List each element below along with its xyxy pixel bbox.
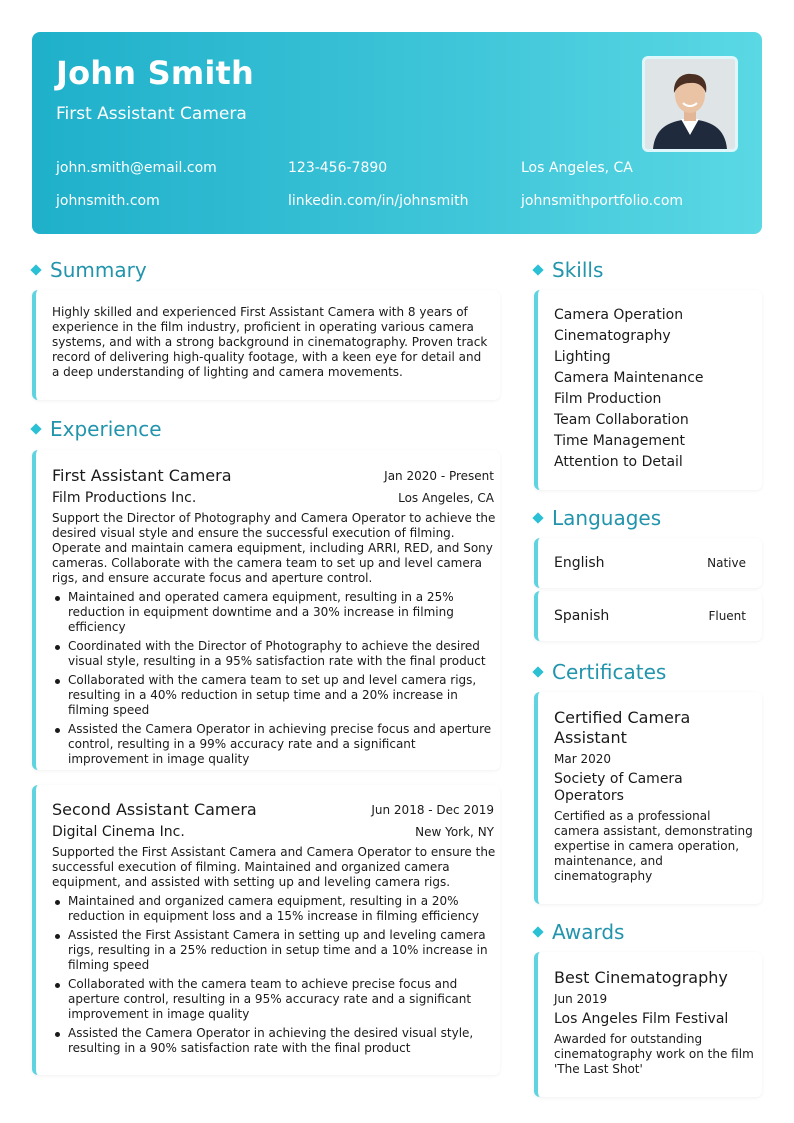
- list-item: Time Management: [554, 433, 685, 449]
- awards-heading: Awards: [533, 920, 624, 944]
- skills-heading: Skills: [533, 258, 603, 282]
- job-achievements: [52, 894, 498, 1060]
- list-item: Assisted the Camera Operator in achieving the desired visual style, resulting in a 90% satisfaction rate with the final product: [52, 1026, 498, 1056]
- profile-photo-image: [645, 59, 735, 149]
- job-location: Los Angeles, CA: [398, 491, 494, 505]
- job-description: Supported the First Assistant Camera and Camera Operator to ensure the successful execution of filming. Maintained and organized camera equipment, and assisted with setting up and leveling camera rigs.: [52, 845, 496, 889]
- award-date: Jun 2019: [554, 992, 608, 1006]
- contact-portfolio[interactable]: johnsmithportfolio.com: [521, 193, 684, 209]
- list-item: Team Collaboration: [554, 412, 689, 428]
- list-item: Maintained and operated camera equipment, resulting in a 25% reduction in equipment downtime and a 30% increase in filming efficiency: [52, 590, 498, 635]
- job-company: Digital Cinema Inc.: [52, 824, 185, 840]
- award-issuer: Los Angeles Film Festival: [554, 1011, 729, 1027]
- job-dates: Jun 2018 - Dec 2019: [371, 803, 494, 817]
- list-item: Lighting: [554, 349, 611, 365]
- job-title: First Assistant Camera: [52, 466, 232, 485]
- candidate-name: John Smith: [56, 54, 255, 92]
- summary-heading: Summary: [31, 258, 147, 282]
- contact-website[interactable]: johnsmith.com: [56, 193, 160, 209]
- award-name: Best Cinematography: [554, 968, 728, 987]
- job-title: Second Assistant Camera: [52, 800, 257, 819]
- list-item: Collaborated with the camera team to set up and level camera rigs, resulting in a 40% reduction in setup time and a 20% increase in filming speed: [52, 673, 498, 718]
- list-item: Assisted the First Assistant Camera in setting up and leveling camera rigs, resulting in a 25% reduction in setup time and a 10% increase in filming speed: [52, 928, 498, 973]
- job-description: Support the Director of Photography and Camera Operator to achieve the desired visual style and ensure the successful execution of filming. Operate and maintain camera equipment, including ARRI, RED, and Sony cameras. Collaborate with the camera team to set up and level camera rigs, and ensure accurate focus and aperture control.: [52, 511, 496, 585]
- certificate-issuer: Society of Camera Operators: [554, 771, 683, 804]
- diamond-icon: [532, 926, 543, 937]
- language-name: Spanish: [554, 608, 610, 624]
- diamond-icon: [30, 264, 41, 275]
- certificate-description: Certified as a professional camera assistant, demonstrating expertise in camera operation, maintenance, and cinematography: [554, 809, 753, 883]
- job-dates: Jan 2020 - Present: [384, 469, 494, 483]
- diamond-icon: [532, 512, 543, 523]
- languages-heading: Languages: [533, 506, 661, 530]
- list-item: Assisted the Camera Operator in achieving precise focus and aperture control, resulting in a 99% accuracy rate and a significant improvement in image quality: [52, 722, 498, 767]
- list-item: Maintained and organized camera equipment, resulting in a 20% reduction in equipment loss and a 15% increase in filming efficiency: [52, 894, 498, 924]
- candidate-title: First Assistant Camera: [56, 104, 247, 124]
- job-achievements: [52, 590, 498, 771]
- list-item: Coordinated with the Director of Photography to achieve the desired visual style, resulting in a 95% satisfaction rate with the final product: [52, 639, 498, 669]
- diamond-icon: [532, 264, 543, 275]
- job-location: New York, NY: [415, 825, 494, 839]
- list-item: Attention to Detail: [554, 454, 683, 470]
- certificate-date: Mar 2020: [554, 752, 611, 766]
- certificates-heading: Certificates: [533, 660, 666, 684]
- profile-photo: [642, 56, 738, 152]
- language-name: English: [554, 555, 605, 571]
- diamond-icon: [30, 423, 41, 434]
- contact-email[interactable]: john.smith@email.com: [56, 160, 217, 176]
- contact-linkedin[interactable]: linkedin.com/in/johnsmith: [288, 193, 469, 209]
- list-item: Cinematography: [554, 328, 671, 344]
- language-level: Native: [707, 556, 746, 570]
- contact-location: Los Angeles, CA: [521, 160, 633, 176]
- list-item: Camera Maintenance: [554, 370, 704, 386]
- summary-text: Highly skilled and experienced First Assistant Camera with 8 years of experience in the film industry, proficient in operating various camera systems, and with a strong background in cinematography. Proven track record of delivering high-quality footage, with a keen eye for detail and a deep understanding of lighting and camera movements.: [52, 305, 488, 379]
- contact-phone[interactable]: 123-456-7890: [288, 160, 388, 176]
- diamond-icon: [532, 666, 543, 677]
- list-item: Collaborated with the camera team to achieve precise focus and aperture control, resulting in a 95% accuracy rate and a significant improvement in image quality: [52, 977, 498, 1022]
- award-description: Awarded for outstanding cinematography work on the film 'The Last Shot': [554, 1032, 754, 1076]
- job-company: Film Productions Inc.: [52, 490, 197, 506]
- resume-header: [32, 32, 762, 234]
- language-level: Fluent: [708, 609, 746, 623]
- list-item: Film Production: [554, 391, 662, 407]
- list-item: Camera Operation: [554, 307, 684, 323]
- certificate-name: Certified Camera Assistant: [554, 708, 691, 747]
- experience-heading: Experience: [31, 417, 162, 441]
- skills-list: [554, 305, 704, 473]
